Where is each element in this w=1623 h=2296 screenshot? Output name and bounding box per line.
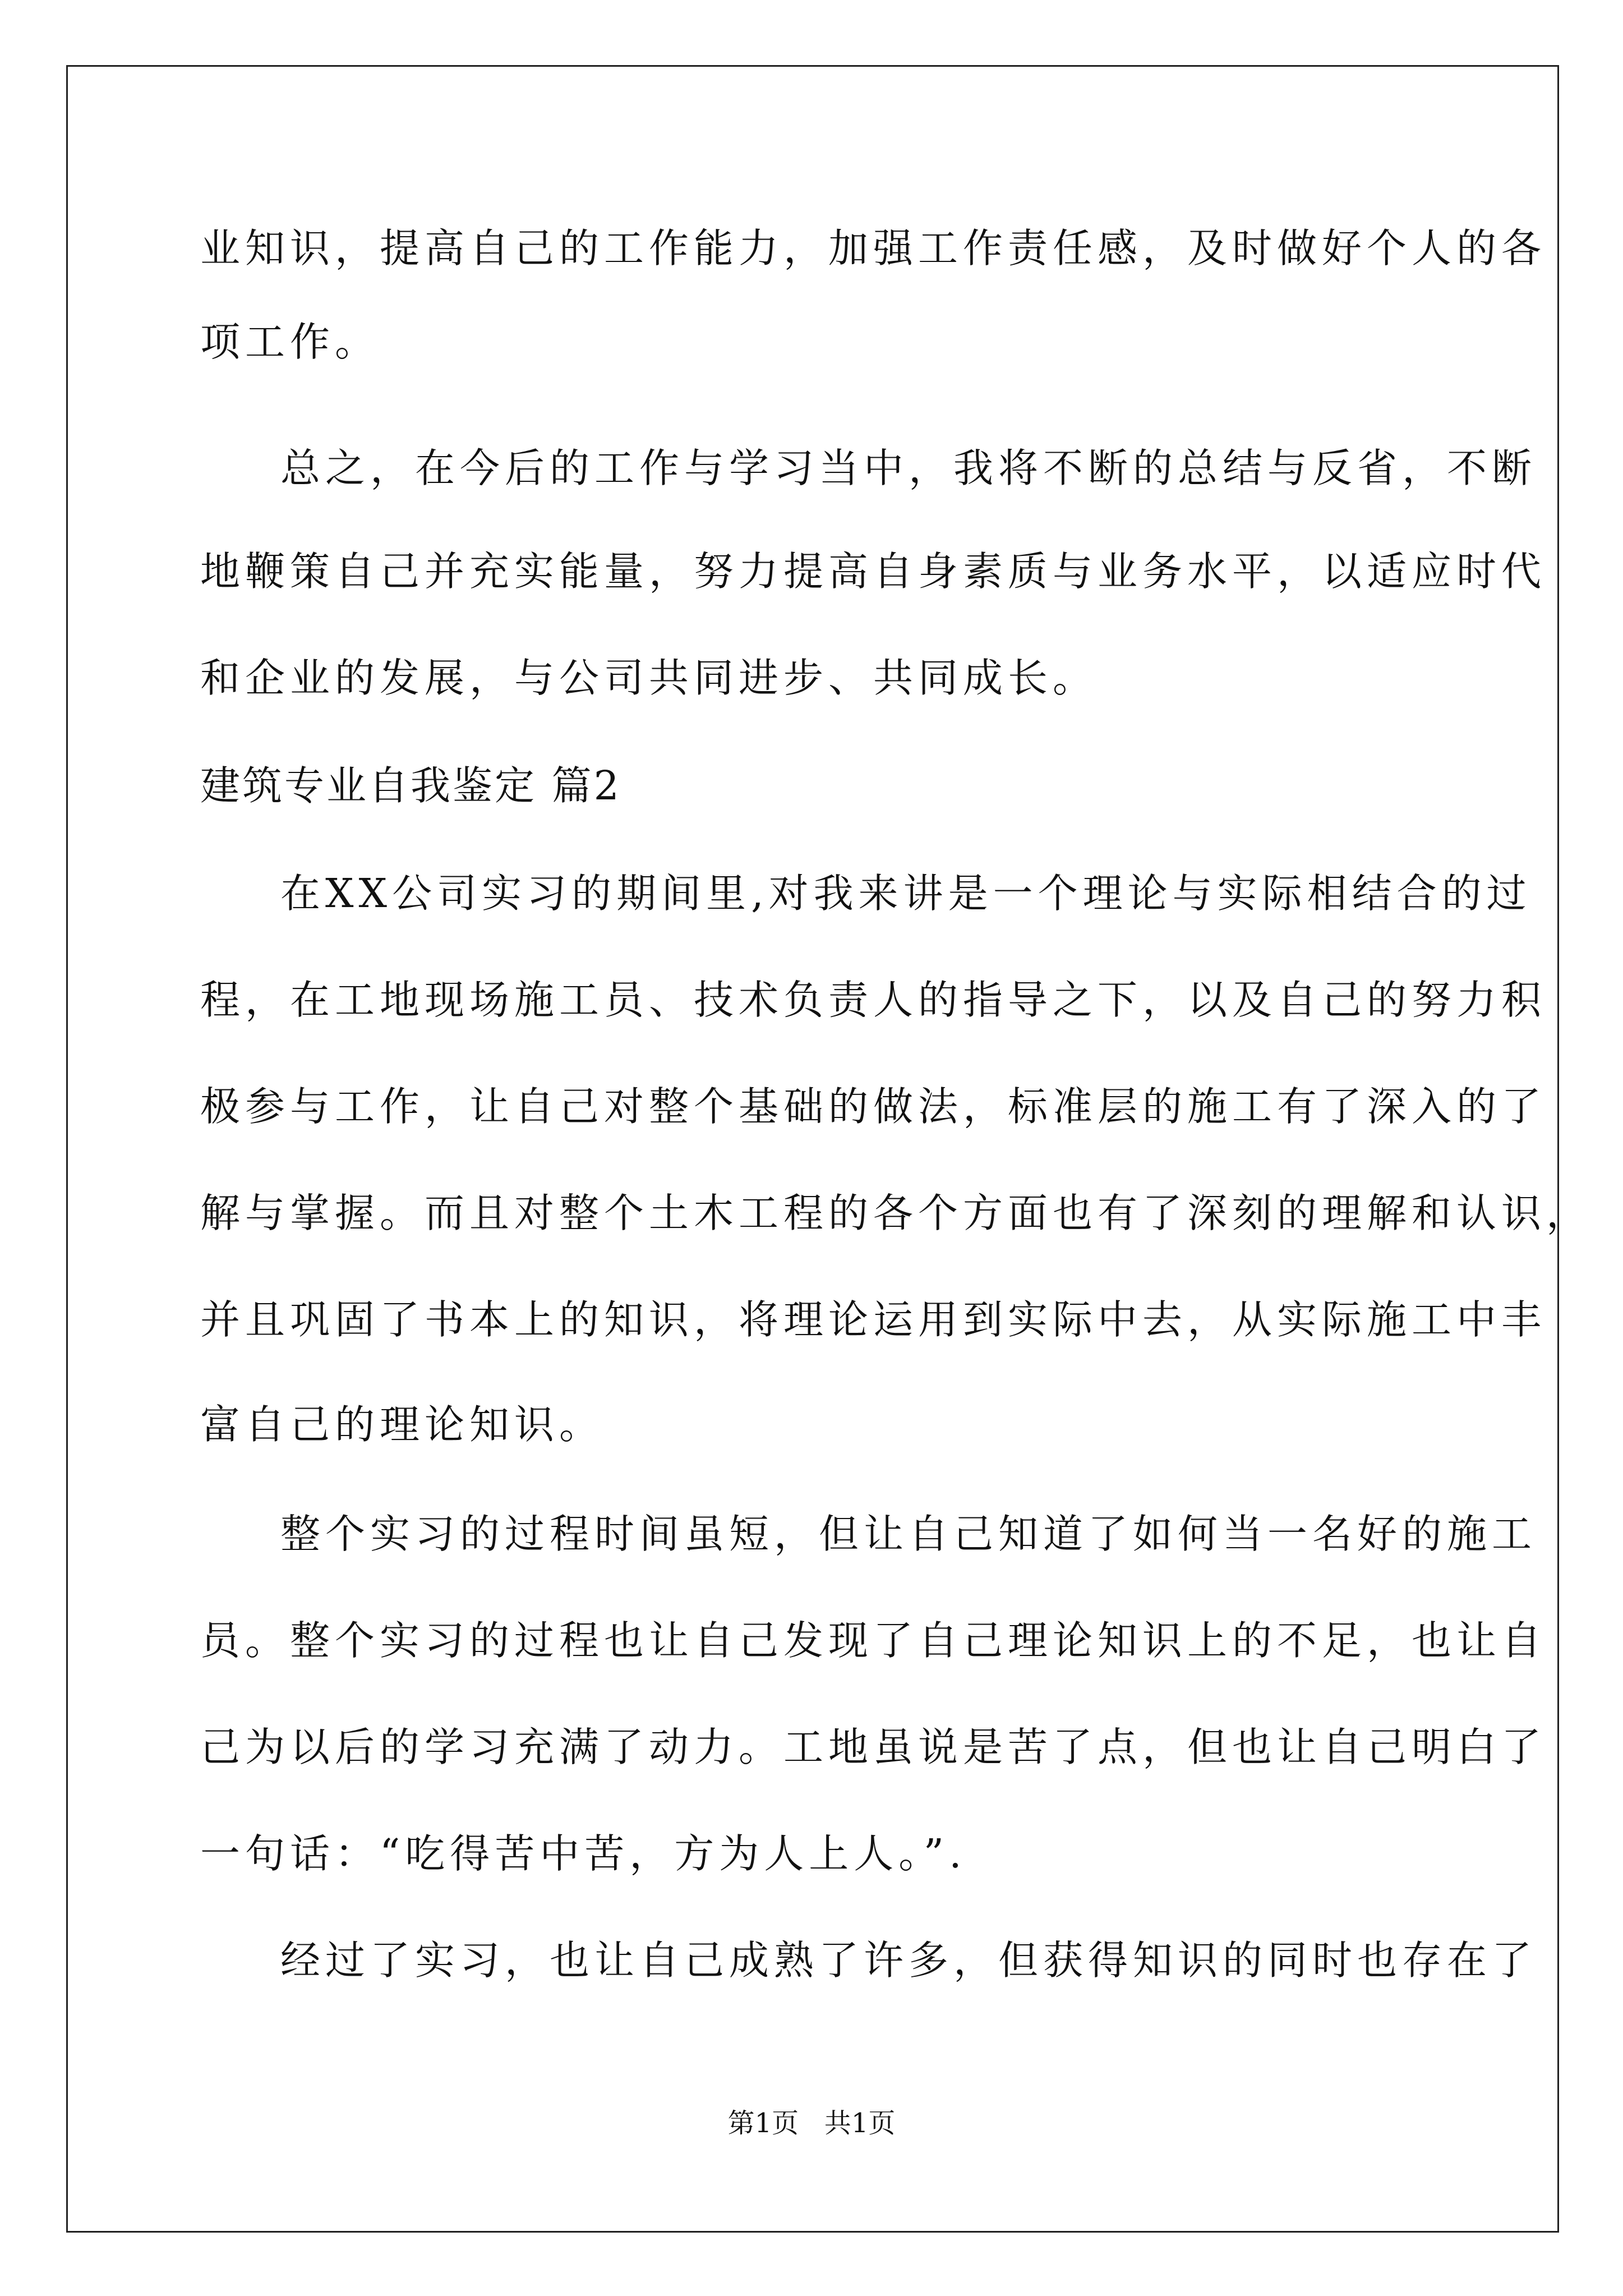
paragraph-3-line-4: 解与掌握。而且对整个土木工程的各个方面也有了深刻的理解和认识， [200,1190,1592,1236]
paragraph-3-line-3: 极参与工作，让自己对整个基础的做法，标准层的施工有了深入的了 [200,1083,1547,1130]
paragraph-3-line-5: 并且巩固了书本上的知识，将理论运用到实际中去，从实际施工中丰 [200,1296,1547,1343]
paragraph-4-line-2: 员。整个实习的过程也让自己发现了自己理论知识上的不足，也让自 [200,1617,1547,1664]
paragraph-1-line-2: 项工作。 [200,319,380,365]
page-number-footer: 第1页 共1页 [727,2108,896,2139]
paragraph-2-line-3: 和企业的发展，与公司共同进步、共同成长。 [200,655,1098,701]
paragraph-1-line-1: 业知识，提高自己的工作能力，加强工作责任感，及时做好个人的各 [200,225,1547,272]
paragraph-2-line-1: 总之，在今后的工作与学习当中，我将不断的总结与反省，不断 [280,445,1537,491]
paragraph-3-line-6: 富自己的理论知识。 [200,1401,605,1448]
paragraph-4-line-4: 一句话：“吃得苦中苦，方为人上人。”. [200,1830,967,1877]
section-heading: 建筑专业自我鉴定 篇2 [200,762,621,809]
page-border [66,65,1559,2233]
paragraph-3-line-2: 程，在工地现场施工员、技术负责人的指导之下，以及自己的努力积 [200,977,1547,1023]
paragraph-4-line-1: 整个实习的过程时间虽短，但让自己知道了如何当一名好的施工 [280,1511,1537,1557]
paragraph-4-line-3: 己为以后的学习充满了动力。工地虽说是苦了点，但也让自己明白了 [200,1724,1547,1770]
paragraph-3-line-1: 在XX公司实习的期间里,对我来讲是一个理论与实际相结合的过 [280,870,1532,917]
paragraph-2-line-2: 地鞭策自己并充实能量，努力提高自身素质与业务水平，以适应时代 [200,548,1547,595]
paragraph-5-line-1: 经过了实习，也让自己成熟了许多，但获得知识的同时也存在了 [280,1937,1537,1984]
